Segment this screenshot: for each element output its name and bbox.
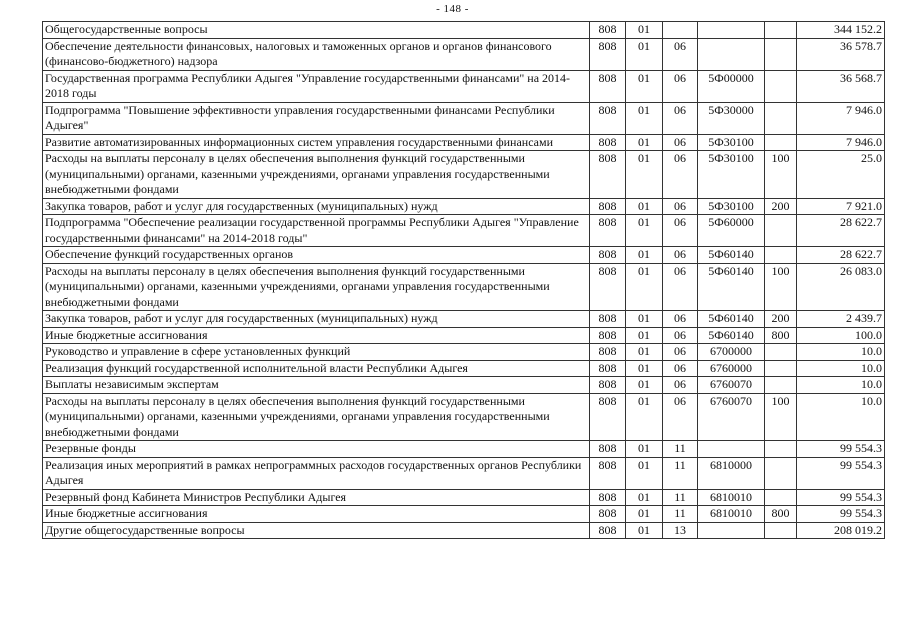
table-row <box>43 134 885 151</box>
cell-amount: 10.0 <box>797 377 885 394</box>
cell-name: Расходы на выплаты персоналу в целях обеспечения выполнения функций государственными (муниципальными) органами, казенными учреждениями, органами управления государственными внебюджетными фондами <box>43 393 590 441</box>
cell-name: Закупка товаров, работ и услуг для государственных (муниципальных) нужд <box>43 311 590 328</box>
cell-subsection-code: 13 <box>663 522 698 539</box>
cell-ministry-code: 808 <box>590 247 626 264</box>
cell-section-code: 01 <box>626 506 663 523</box>
cell-ministry-code: 808 <box>590 457 626 489</box>
table-row <box>43 393 885 441</box>
cell-subsection-code: 06 <box>663 134 698 151</box>
cell-subsection-code <box>663 22 698 39</box>
page-number: - 148 - <box>436 3 469 15</box>
cell-section-code: 01 <box>626 522 663 539</box>
cell-amount: 208 019.2 <box>797 522 885 539</box>
cell-section-code: 01 <box>626 393 663 441</box>
cell-expense-type <box>765 134 797 151</box>
cell-section-code: 01 <box>626 377 663 394</box>
table-row <box>43 327 885 344</box>
cell-expense-type: 100 <box>765 263 797 311</box>
cell-amount: 10.0 <box>797 344 885 361</box>
cell-target-article: 5Ф00000 <box>698 70 765 102</box>
cell-ministry-code: 808 <box>590 522 626 539</box>
cell-name: Реализация иных мероприятий в рамках непрограммных расходов государственных органов Республики Адыгея <box>43 457 590 489</box>
cell-name: Общегосударственные вопросы <box>43 22 590 39</box>
cell-expense-type <box>765 38 797 70</box>
cell-section-code: 01 <box>626 102 663 134</box>
cell-ministry-code: 808 <box>590 360 626 377</box>
cell-target-article: 5Ф60140 <box>698 311 765 328</box>
cell-target-article: 6760000 <box>698 360 765 377</box>
cell-target-article: 6760070 <box>698 393 765 441</box>
cell-amount: 7 946.0 <box>797 102 885 134</box>
cell-ministry-code: 808 <box>590 489 626 506</box>
cell-ministry-code: 808 <box>590 311 626 328</box>
table-row <box>43 198 885 215</box>
table-row <box>43 151 885 199</box>
cell-expense-type: 200 <box>765 198 797 215</box>
table-row <box>43 311 885 328</box>
cell-target-article: 6810010 <box>698 489 765 506</box>
table-row <box>43 441 885 458</box>
cell-section-code: 01 <box>626 441 663 458</box>
cell-expense-type <box>765 377 797 394</box>
cell-ministry-code: 808 <box>590 441 626 458</box>
cell-amount: 7 921.0 <box>797 198 885 215</box>
cell-ministry-code: 808 <box>590 215 626 247</box>
cell-subsection-code: 06 <box>663 377 698 394</box>
cell-section-code: 01 <box>626 247 663 264</box>
cell-amount: 100.0 <box>797 327 885 344</box>
cell-section-code: 01 <box>626 489 663 506</box>
cell-subsection-code: 06 <box>663 38 698 70</box>
cell-ministry-code: 808 <box>590 38 626 70</box>
cell-ministry-code: 808 <box>590 70 626 102</box>
cell-name: Подпрограмма "Обеспечение реализации государственной программы Республики Адыгея "Управление государственными финансами" на 2014-2018 годы" <box>43 215 590 247</box>
cell-expense-type <box>765 441 797 458</box>
cell-target-article <box>698 38 765 70</box>
cell-target-article <box>698 22 765 39</box>
cell-section-code: 01 <box>626 344 663 361</box>
cell-subsection-code: 06 <box>663 344 698 361</box>
cell-amount: 99 554.3 <box>797 506 885 523</box>
cell-expense-type <box>765 247 797 264</box>
cell-target-article <box>698 522 765 539</box>
cell-name: Обеспечение функций государственных органов <box>43 247 590 264</box>
cell-name: Подпрограмма "Повышение эффективности управления государственными финансами Республики Адыгея" <box>43 102 590 134</box>
table-row <box>43 263 885 311</box>
cell-name: Другие общегосударственные вопросы <box>43 522 590 539</box>
table-row <box>43 247 885 264</box>
cell-target-article: 5Ф30100 <box>698 198 765 215</box>
cell-expense-type <box>765 215 797 247</box>
cell-section-code: 01 <box>626 360 663 377</box>
cell-ministry-code: 808 <box>590 344 626 361</box>
cell-subsection-code: 06 <box>663 263 698 311</box>
table-row <box>43 102 885 134</box>
cell-expense-type <box>765 457 797 489</box>
cell-target-article: 5Ф60000 <box>698 215 765 247</box>
cell-expense-type <box>765 360 797 377</box>
cell-subsection-code: 06 <box>663 311 698 328</box>
cell-ministry-code: 808 <box>590 327 626 344</box>
cell-target-article: 5Ф60140 <box>698 263 765 311</box>
cell-target-article: 5Ф30100 <box>698 151 765 199</box>
cell-subsection-code: 11 <box>663 457 698 489</box>
cell-expense-type <box>765 344 797 361</box>
cell-target-article: 5Ф30100 <box>698 134 765 151</box>
cell-section-code: 01 <box>626 70 663 102</box>
cell-ministry-code: 808 <box>590 506 626 523</box>
table-row <box>43 457 885 489</box>
cell-expense-type: 800 <box>765 327 797 344</box>
table-row <box>43 360 885 377</box>
cell-subsection-code: 06 <box>663 215 698 247</box>
cell-amount: 99 554.3 <box>797 441 885 458</box>
cell-expense-type: 100 <box>765 393 797 441</box>
cell-section-code: 01 <box>626 38 663 70</box>
cell-ministry-code: 808 <box>590 263 626 311</box>
cell-amount: 26 083.0 <box>797 263 885 311</box>
cell-expense-type <box>765 522 797 539</box>
cell-section-code: 01 <box>626 215 663 247</box>
cell-name: Руководство и управление в сфере установленных функций <box>43 344 590 361</box>
cell-target-article: 6700000 <box>698 344 765 361</box>
cell-amount: 99 554.3 <box>797 489 885 506</box>
cell-expense-type: 800 <box>765 506 797 523</box>
cell-subsection-code: 06 <box>663 102 698 134</box>
cell-section-code: 01 <box>626 311 663 328</box>
cell-section-code: 01 <box>626 151 663 199</box>
cell-name: Закупка товаров, работ и услуг для государственных (муниципальных) нужд <box>43 198 590 215</box>
cell-target-article: 5Ф60140 <box>698 247 765 264</box>
cell-subsection-code: 06 <box>663 151 698 199</box>
cell-target-article: 5Ф60140 <box>698 327 765 344</box>
cell-amount: 28 622.7 <box>797 215 885 247</box>
cell-name: Реализация функций государственной исполнительной власти Республики Адыгея <box>43 360 590 377</box>
cell-expense-type: 100 <box>765 151 797 199</box>
table-row <box>43 22 885 39</box>
cell-section-code: 01 <box>626 198 663 215</box>
cell-target-article <box>698 441 765 458</box>
cell-name: Развитие автоматизированных информационных систем управления государственными финансами <box>43 134 590 151</box>
cell-amount: 25.0 <box>797 151 885 199</box>
cell-name: Выплаты независимым экспертам <box>43 377 590 394</box>
cell-expense-type <box>765 489 797 506</box>
cell-expense-type: 200 <box>765 311 797 328</box>
cell-amount: 344 152.2 <box>797 22 885 39</box>
cell-ministry-code: 808 <box>590 22 626 39</box>
cell-name: Расходы на выплаты персоналу в целях обеспечения выполнения функций государственными (муниципальными) органами, казенными учреждениями, органами управления государственными внебюджетными фондами <box>43 151 590 199</box>
cell-section-code: 01 <box>626 327 663 344</box>
table-row <box>43 344 885 361</box>
cell-ministry-code: 808 <box>590 377 626 394</box>
cell-amount: 10.0 <box>797 360 885 377</box>
table-row <box>43 489 885 506</box>
table-row <box>43 70 885 102</box>
cell-ministry-code: 808 <box>590 102 626 134</box>
cell-name: Резервные фонды <box>43 441 590 458</box>
cell-subsection-code: 06 <box>663 70 698 102</box>
budget-table-body <box>43 22 885 539</box>
cell-amount: 10.0 <box>797 393 885 441</box>
cell-name: Резервный фонд Кабинета Министров Республики Адыгея <box>43 489 590 506</box>
cell-subsection-code: 11 <box>663 506 698 523</box>
cell-amount: 36 568.7 <box>797 70 885 102</box>
cell-target-article: 6810010 <box>698 506 765 523</box>
cell-expense-type <box>765 102 797 134</box>
cell-subsection-code: 06 <box>663 327 698 344</box>
cell-target-article: 6810000 <box>698 457 765 489</box>
cell-subsection-code: 11 <box>663 489 698 506</box>
table-row <box>43 506 885 523</box>
cell-name: Обеспечение деятельности финансовых, налоговых и таможенных органов и органов финансового (финансово-бюджетного) надзора <box>43 38 590 70</box>
cell-name: Иные бюджетные ассигнования <box>43 327 590 344</box>
cell-subsection-code: 06 <box>663 247 698 264</box>
cell-subsection-code: 11 <box>663 441 698 458</box>
table-row <box>43 38 885 70</box>
cell-subsection-code: 06 <box>663 198 698 215</box>
table-row <box>43 377 885 394</box>
cell-subsection-code: 06 <box>663 360 698 377</box>
cell-name: Иные бюджетные ассигнования <box>43 506 590 523</box>
cell-amount: 7 946.0 <box>797 134 885 151</box>
cell-amount: 28 622.7 <box>797 247 885 264</box>
cell-amount: 36 578.7 <box>797 38 885 70</box>
cell-amount: 2 439.7 <box>797 311 885 328</box>
cell-ministry-code: 808 <box>590 198 626 215</box>
cell-section-code: 01 <box>626 22 663 39</box>
cell-section-code: 01 <box>626 263 663 311</box>
cell-ministry-code: 808 <box>590 393 626 441</box>
cell-ministry-code: 808 <box>590 151 626 199</box>
cell-ministry-code: 808 <box>590 134 626 151</box>
cell-name: Государственная программа Республики Адыгея "Управление государственными финансами" на 2014-2018 годы <box>43 70 590 102</box>
cell-expense-type <box>765 70 797 102</box>
cell-amount: 99 554.3 <box>797 457 885 489</box>
table-row <box>43 522 885 539</box>
cell-expense-type <box>765 22 797 39</box>
cell-subsection-code: 06 <box>663 393 698 441</box>
budget-table <box>42 21 885 539</box>
table-row <box>43 215 885 247</box>
cell-section-code: 01 <box>626 134 663 151</box>
cell-section-code: 01 <box>626 457 663 489</box>
cell-target-article: 5Ф30000 <box>698 102 765 134</box>
cell-target-article: 6760070 <box>698 377 765 394</box>
cell-name: Расходы на выплаты персоналу в целях обеспечения выполнения функций государственными (муниципальными) органами, казенными учреждениями, органами управления государственными внебюджетными фондами <box>43 263 590 311</box>
